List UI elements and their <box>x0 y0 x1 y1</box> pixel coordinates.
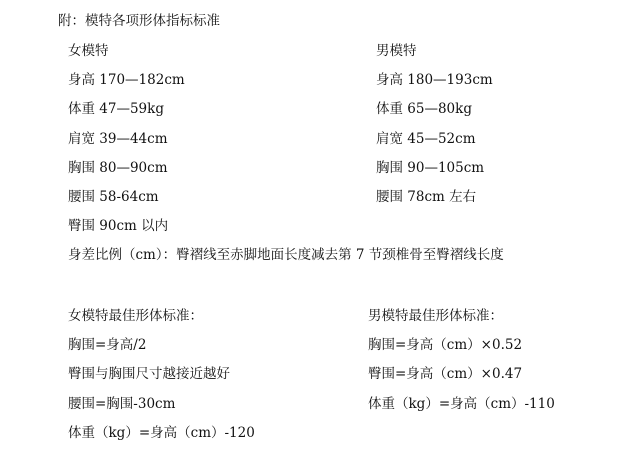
male-best-heading: 男模特最佳形体标准： <box>368 308 503 324</box>
female-shoulder-width: 肩宽 39—44cm <box>68 131 168 147</box>
male-height: 身高 180—193cm <box>376 72 493 88</box>
female-best-item: 腰围=胸围-30cm <box>68 396 176 412</box>
male-chest: 胸围 90—105cm <box>376 160 485 176</box>
female-best-item: 臀围与胸围尺寸越接近越好 <box>68 366 230 382</box>
male-best-item: 胸围=身高（cm）×0.52 <box>368 337 523 353</box>
female-heading: 女模特 <box>68 43 109 59</box>
male-weight: 体重 65—80kg <box>376 101 472 117</box>
male-best-item: 体重（kg）=身高（cm）-110 <box>368 396 555 412</box>
female-best-heading: 女模特最佳形体标准： <box>68 308 203 324</box>
female-waist: 腰围 58-64cm <box>68 189 159 205</box>
ratio-definition: 身差比例（cm）：臀褶线至赤脚地面长度减去第 7 节颈椎骨至臀褶线长度 <box>68 247 504 263</box>
male-heading: 男模特 <box>376 43 417 59</box>
female-best-item: 胸围=身高/2 <box>68 337 147 353</box>
male-best-item: 臀围=身高（cm）×0.47 <box>368 366 523 382</box>
document-title: 附：模特各项形体指标标准 <box>58 13 220 29</box>
female-height: 身高 170—182cm <box>68 72 185 88</box>
female-weight: 体重 47—59kg <box>68 101 164 117</box>
female-bust: 胸围 80—90cm <box>68 160 168 176</box>
female-best-item: 体重（kg）=身高（cm）-120 <box>68 425 255 441</box>
female-hip: 臀围 90cm 以内 <box>68 218 169 234</box>
male-shoulder-width: 肩宽 45—52cm <box>376 131 476 147</box>
male-waist: 腰围 78cm 左右 <box>376 189 477 205</box>
